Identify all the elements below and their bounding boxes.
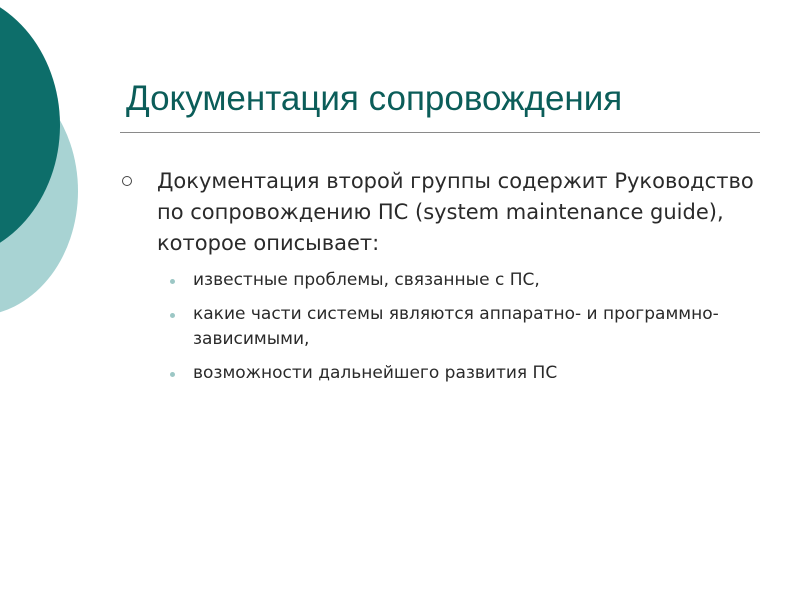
slide-title: Документация сопровождения <box>126 79 623 118</box>
main-bullet-point <box>122 166 762 259</box>
sub-bullet-text: известные проблемы, связанные с ПС, <box>193 270 540 290</box>
sub-bullet-text: какие части системы являются аппаратно- и программно-зависимыми, <box>193 304 719 349</box>
sub-bullet-item <box>167 302 762 352</box>
sub-bullet-text: возможности дальнейшего развития ПС <box>193 363 558 383</box>
dot-bullet-icon <box>170 279 175 284</box>
dot-bullet-icon <box>170 313 175 318</box>
hollow-circle-bullet-icon <box>122 176 132 186</box>
sub-bullet-item <box>167 268 762 293</box>
main-bullet-text: Документация второй группы содержит Руководство по сопровождению ПС (system maintenance guide), которое описывает: <box>157 169 754 255</box>
sub-bullet-item <box>167 361 762 386</box>
title-divider <box>120 132 760 133</box>
dot-bullet-icon <box>170 372 175 377</box>
slide-content <box>122 166 762 395</box>
sub-bullet-list <box>122 268 762 386</box>
